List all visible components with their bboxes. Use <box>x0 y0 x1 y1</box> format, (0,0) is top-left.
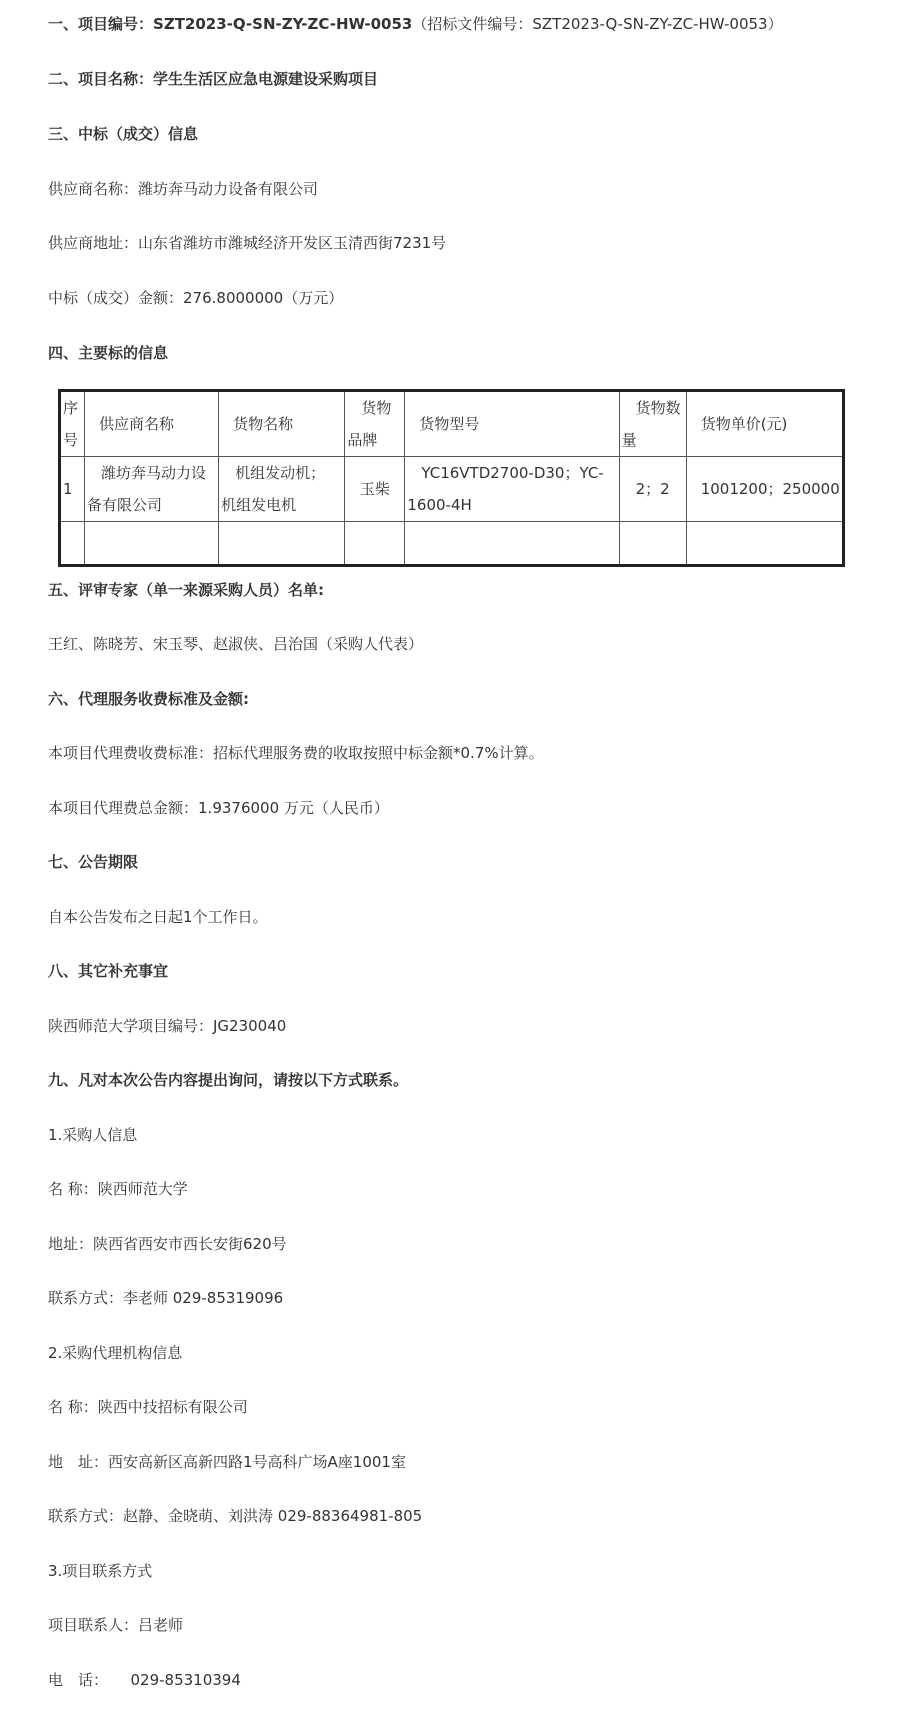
cell-goods-name: 机组发动机； 机组发电机 <box>219 457 345 522</box>
other-matters: 陕西师范大学项目编号：JG230040 <box>48 1017 287 1035</box>
award-amount: 中标（成交）金额：276.8000000（万元） <box>48 289 344 307</box>
supplier-address: 供应商地址：山东省潍坊市潍城经济开发区玉清西街7231号 <box>48 234 447 252</box>
cell-no: 1 <box>60 457 85 522</box>
notice-period-heading: 七、公告期限 <box>48 853 139 871</box>
other-matters-heading: 八、其它补充事宜 <box>48 962 169 980</box>
contact-heading: 九、凡对本次公告内容提出询问，请按以下方式联系。 <box>48 1071 409 1089</box>
header-model: 货物型号 <box>405 391 619 457</box>
purchaser-address: 地址：陕西省西安市西长安街620号 <box>48 1235 287 1253</box>
expert-list-heading: 五、评审专家（单一来源采购人员）名单: <box>48 581 325 599</box>
project-contact-person: 项目联系人：吕老师 <box>48 1616 184 1634</box>
project-number-code: SZT2023-Q-SN-ZY-ZC-HW-0053 <box>153 15 413 33</box>
notice-period: 自本公告发布之日起1个工作日。 <box>48 908 268 926</box>
header-quantity: 货物数 量 <box>619 391 686 457</box>
table-empty-row <box>60 522 844 566</box>
agency-fee-standard: 本项目代理费收费标准：招标代理服务费的收取按照中标金额*0.7%计算。 <box>48 744 544 762</box>
supplier-name: 供应商名称：潍坊奔马动力设备有限公司 <box>48 180 319 198</box>
project-contact-phone: 电 话： 029-85310394 <box>48 1671 241 1689</box>
goods-table <box>58 389 845 567</box>
purchaser-name: 名 称：陕西师范大学 <box>48 1180 188 1198</box>
expert-list: 王红、陈晓芳、宋玉琴、赵淑侠、吕治国（采购人代表） <box>48 635 424 653</box>
cell-model: YC16VTD2700-D30；YC- 1600-4H <box>405 457 619 522</box>
purchaser-info-title: 1.采购人信息 <box>48 1126 138 1144</box>
project-name-heading: 二、项目名称：学生生活区应急电源建设采购项目 <box>48 70 379 88</box>
table-header-row <box>60 391 844 457</box>
agency-info-title: 2.采购代理机构信息 <box>48 1344 183 1362</box>
agency-fee-total: 本项目代理费总金额：1.9376000 万元（人民币） <box>48 799 389 817</box>
cell-unit-price: 1001200；250000 <box>686 457 843 522</box>
header-unit-price: 货物单价(元) <box>686 391 843 457</box>
main-subject-heading: 四、主要标的信息 <box>48 344 169 362</box>
header-goods-name: 货物名称 <box>219 391 345 457</box>
agency-contact: 联系方式：赵静、金晓萌、刘洪涛 029-88364981-805 <box>48 1507 423 1525</box>
cell-supplier: 潍坊奔马动力设 备有限公司 <box>85 457 219 522</box>
tender-file-number-note: （招标文件编号：SZT2023-Q-SN-ZY-ZC-HW-0053） <box>412 15 783 33</box>
award-info-heading: 三、中标（成交）信息 <box>48 125 199 143</box>
project-contact-title: 3.项目联系方式 <box>48 1562 153 1580</box>
agency-address: 地 址：西安高新区高新四路1号高科广场A座1001室 <box>48 1453 406 1471</box>
agency-fee-heading: 六、代理服务收费标准及金额: <box>48 690 249 708</box>
cell-quantity: 2；2 <box>619 457 686 522</box>
header-no: 序 号 <box>60 391 85 457</box>
table-row <box>60 457 844 522</box>
project-number-line <box>48 14 783 34</box>
header-brand: 货物 品牌 <box>345 391 405 457</box>
agency-name: 名 称：陕西中技招标有限公司 <box>48 1398 248 1416</box>
cell-brand: 玉柴 <box>345 457 405 522</box>
purchaser-contact: 联系方式：李老师 029-85319096 <box>48 1289 284 1307</box>
project-number-label: 一、项目编号： <box>48 15 154 33</box>
header-supplier: 供应商名称 <box>85 391 219 457</box>
